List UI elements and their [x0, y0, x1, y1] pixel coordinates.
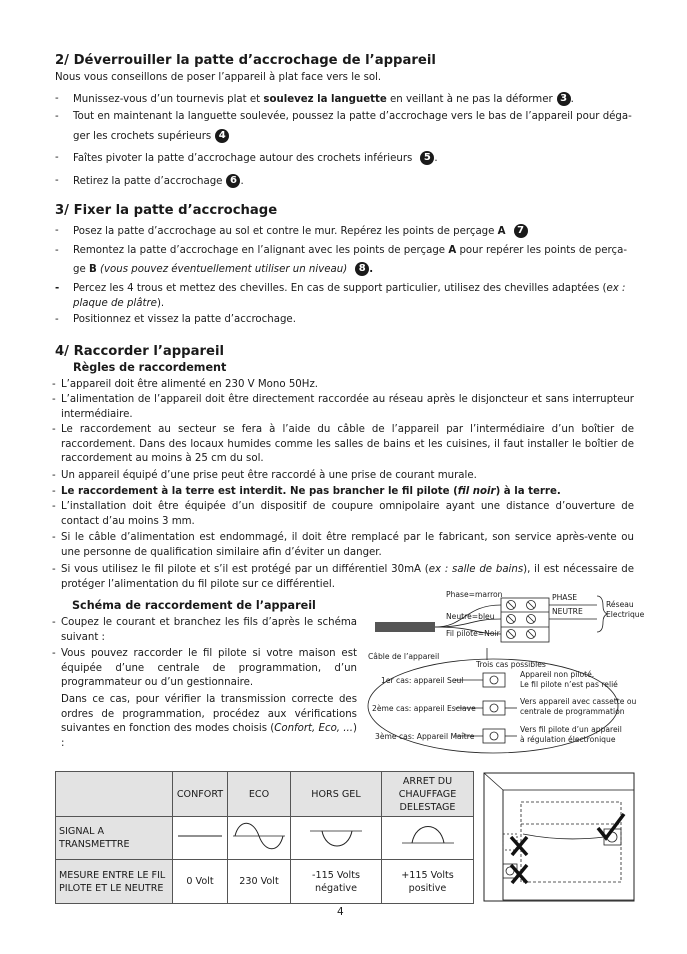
step-8-badge: 8 [355, 262, 369, 276]
rule-item: - L’appareil doit être alimenté en 230 V Mono 50Hz. [52, 379, 319, 390]
label-opt3a: Vers fil pilote d’un appareil [520, 725, 622, 734]
signal-table [55, 771, 474, 904]
rule-item: - Le raccordement au secteur se fera à l’aide du câble de l’appareil par l’intermédiaire d’un boîtier de raccordement. Dans des locaux humides comme les salles de bains et les cuisines, il faut installer le boîtier de raccordement au moins à 25 cm du sol. [52, 424, 634, 464]
rule-item: - L’installation doit être équipée d’un dispositif de coupure omnipolaire ayant une distance d’ouverture de contact d’au moins 3 mm. [52, 501, 634, 527]
list-item: - Positionnez et vissez la patte d’accrochage. [55, 314, 296, 325]
rule-item: - Si vous utilisez le fil pilote et s’il est protégé par un différentiel 30mA (ex : salle de bains), il est nécessaire de protéger l’alimentation du fil pilote sur ce différentiel. [52, 564, 635, 590]
mesure-eco: 230 Volt [228, 860, 291, 904]
label-opt1a: Appareil non piloté. [520, 670, 595, 679]
label-opt1b: Le fil pilote n’est pas relié [520, 680, 618, 689]
mesure-arret: +115 Volts positive [382, 860, 474, 904]
step-4-badge: 4 [215, 129, 229, 143]
label-trois-cas: Trois cas possibles [476, 660, 546, 669]
label-reseau: Réseau [606, 600, 634, 609]
step-3-badge: 3 [557, 92, 571, 106]
rule-item: - Un appareil équipé d’une prise peut être raccordé à une prise de courant murale. [52, 470, 477, 481]
section-4-heading: 4/ Raccorder l’appareil [55, 344, 225, 359]
list-item: - Remontez la patte d’accrochage en l’alignant avec les points de perçage A pour repérer les points de perça- ge B (vous pouvez éventuellement utiliser un niveau) 8 . [55, 245, 628, 275]
header-confort: CONFORT [173, 772, 228, 817]
step-6-badge: 6 [226, 174, 240, 188]
sine-wave-icon [231, 819, 287, 853]
page-number: 4 [337, 906, 344, 918]
header-hors-gel: HORS GEL [291, 772, 382, 817]
cross-icon [508, 862, 530, 886]
schema-item: - Coupez le courant et branchez les fils d’après le schéma suivant : [52, 617, 357, 643]
step-5-badge: 5 [420, 151, 434, 165]
step-7-badge: 7 [514, 224, 528, 238]
cable [375, 622, 435, 632]
label-cas3: 3ème cas: Appareil Maître [375, 732, 475, 741]
signal-hors-gel [291, 817, 382, 860]
checkmark-icon [596, 812, 626, 842]
label-cas2: 2ème cas: appareil Esclave [372, 704, 476, 713]
list-item: - Retirez la patte d’accrochage 6 . [55, 175, 244, 187]
label-fil-pilote: Fil pilote=Noir [446, 629, 500, 638]
rule-item: - Si le câble d’alimentation est endommagé, il doit être remplacé par le fabricant, son service après-vente ou une personne de qualification similaire afin d’éviter un danger. [52, 532, 634, 558]
terminal-block [501, 598, 549, 642]
label-phase-marron: Phase=marron [446, 590, 503, 599]
section-2-heading: 2/ Déverrouiller la patte d’accrochage de l’appareil [55, 53, 436, 68]
list-item: - Tout en maintenant la languette soulevée, poussez la patte d’accrochage vers le bas de l’appareil pour déga- ger les crochets supérieurs 4 [55, 111, 632, 142]
label-opt3b: à régulation électronique [520, 735, 616, 744]
negative-half-wave-icon [308, 819, 364, 853]
rule-item: - L’alimentation de l’appareil doit être directement raccordée au réseau après le disjoncteur et sans interrupteur intermédiaire. [52, 394, 634, 420]
rules-subheading: Règles de raccordement [73, 361, 227, 374]
label-electrique: Electrique [606, 610, 645, 619]
positive-half-wave-icon [400, 819, 456, 853]
rule-item-warning: - Le raccordement à la terre est interdit. Ne pas brancher le fil pilote (fil noir) à la terre. [52, 486, 561, 497]
signal-eco [228, 817, 291, 860]
mesure-confort: 0 Volt [173, 860, 228, 904]
row-label-mesure: MESURE ENTRE LE FIL PILOTE ET LE NEUTRE [56, 860, 173, 904]
list-item: - Faîtes pivoter la patte d’accrochage autour des crochets inférieurs 5 . [55, 152, 438, 164]
list-item: - Munissez-vous d’un tournevis plat et soulevez la languette en veillant à ne pas la déformer 3 . [55, 93, 574, 105]
section-2-intro: Nous vous conseillons de poser l’appareil à plat face vers le sol. [55, 72, 382, 83]
label-cas1: 1er cas: appareil Seul [381, 676, 464, 685]
cross-icon [508, 834, 530, 858]
schema-paragraph: Dans ce cas, pour vérifier la transmission correcte des ordres de programmation, procédez aux vérifications suivantes en fonction des modes choisis (Confort, Eco, ...) : [61, 694, 357, 749]
flat-line-icon [176, 821, 224, 851]
label-neutre: NEUTRE [552, 607, 583, 616]
label-neutre-bleu: Neutre=bleu [446, 612, 495, 621]
row-label-signal: SIGNAL A TRANSMETTRE [56, 817, 173, 860]
schema-item: - Vous pouvez raccorder le fil pilote si votre maison est équipée d’une centrale de programmation, d’un programmateur ou d’un gestionnaire. [52, 648, 357, 688]
label-cable: Câble de l’appareil [368, 652, 440, 661]
header-eco: ECO [228, 772, 291, 817]
signal-arret [382, 817, 474, 860]
label-opt2a: Vers appareil avec cassette ou [520, 697, 637, 706]
mesure-hors-gel: -115 Volts négative [291, 860, 382, 904]
section-3-heading: 3/ Fixer la patte d’accrochage [55, 203, 278, 218]
signal-confort [173, 817, 228, 860]
header-arret: ARRET DU CHAUFFAGE DELESTAGE [382, 772, 474, 817]
label-opt2b: centrale de programmation [520, 707, 625, 716]
label-phase: PHASE [552, 593, 578, 602]
list-item: - Posez la patte d’accrochage au sol et contre le mur. Repérez les points de perçage A 7 [55, 224, 635, 240]
schema-subheading: Schéma de raccordement de l’appareil [72, 599, 316, 612]
list-item: - Percez les 4 trous et mettez des chevilles. En cas de support particulier, utilisez des chevilles adaptées (ex : plaque de plâtre). [55, 283, 626, 309]
